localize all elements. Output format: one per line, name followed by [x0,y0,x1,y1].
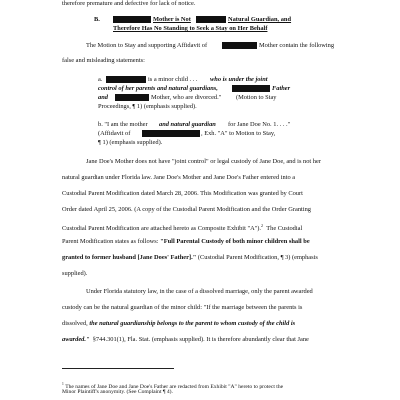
quote-a-line-1-emph: who is under the joint [210,76,268,83]
para2-line-1: Under Florida statutory law, in the case of a dissolved marriage, only the parent awarded [86,288,313,295]
intro-line-1a: The Motion to Stay and supporting Affidavit of [86,42,208,49]
para2-line-4: awarded." §744.301(1), Fla. Stat. (emphasis supplied). It is therefore abundantly clear that Jane [62,336,309,343]
para1-line-2: natural guardian under Florida law. Jane Doe's Mother and Jane Doe's Father entered into a [62,174,296,181]
para1-line-5: Custodial Parent Modification are attached hereto as Composite Exhibit "A").$^2$ The Custodial [62,223,303,233]
para1-line-6: Parent Modification states as follows: "Full Parental Custody of both minor children shall be [62,238,310,245]
para1-line-3: Custodial Parent Modification dated March 28, 2006. This Modification was granted by Court [62,190,303,197]
quote-a-line-3a: Mother, who are divorced." [151,94,222,101]
quote-a-and: and [98,94,108,101]
quote-b-line-2b: , Exh. "A" to Motion to Stay, [201,130,276,137]
quote-b-line-1a: b. "I am the mother [98,121,148,128]
para2-line-2: custody can be the natural guardian of the minor child: "If the marriage between the parents is [62,304,303,311]
redaction-bar [106,76,146,83]
heading-part-a: Mother is Not [153,16,191,23]
quote-a-line-3b: (Motion to Stay [236,94,277,101]
redaction-bar [142,130,200,137]
intro-line-2: false and misleading statements: [62,57,145,64]
heading-line-2: Therefore Has No Standing to Seek a Stay on Her Behalf [113,25,268,32]
para1-line-8: supplied). [62,270,88,277]
intro-line-1b: Mother contain the following [259,42,335,49]
carryover-text: therefore premature and defective for lack of notice. [62,0,196,7]
quote-b-line-2a: (Affidavit of [98,130,131,137]
para2-line-3: dissolved, the natural guardianship belongs to the parent to whom custody of the child is [62,320,296,327]
para1-line-1: Jane Doe's Mother does not have "joint control" or legal custody of Jane Doe, and is not her [86,158,321,165]
para1-line-7: granted to former husband [Jane Does' Father]." (Custodial Parent Modification, ¶ 3) (emphasis [62,254,318,261]
quote-a-line-4: Proceedings, ¶ 1) (emphasis supplied). [98,103,197,110]
quote-a-line-2-emph: control of her parents and natural guardians, [98,85,218,92]
quote-a-line-1: is a minor child . . . [148,76,198,83]
redaction-bar [232,85,270,92]
quote-a-marker: a. [98,76,103,83]
section-letter: B. [94,16,100,23]
heading-part-b: Natural Guardian, and [228,16,292,23]
footnote-divider [62,368,174,369]
redaction-bar [222,42,257,49]
quote-b-line-3: ¶ 1) (emphasis supplied). [98,139,163,146]
para1-line-4: Order dated April 25, 2006. (A copy of the Custodial Parent Modification and the Order Granting [62,206,311,213]
redaction-bar [113,16,151,23]
quote-b-line-1c: for Jane Doe No. 1. . . ." [228,121,291,128]
footnote-number: 1 [62,382,64,386]
redaction-bar [115,94,149,101]
redaction-bar [196,16,226,23]
quote-b-line-1-emph: and natural guardian [159,121,216,128]
quote-a-line-2-tail: Father [272,85,291,92]
footnote-line-1: $^1$ The names of Jane Doe and Jane Doe's Father are redacted from Exhibit "A" hereto to protect the [62,382,284,390]
footnote-ref: 2 [261,223,264,228]
footnote-line-2: Minor Plaintiff's anonymity. (See Complaint ¶ 4). [62,389,173,395]
